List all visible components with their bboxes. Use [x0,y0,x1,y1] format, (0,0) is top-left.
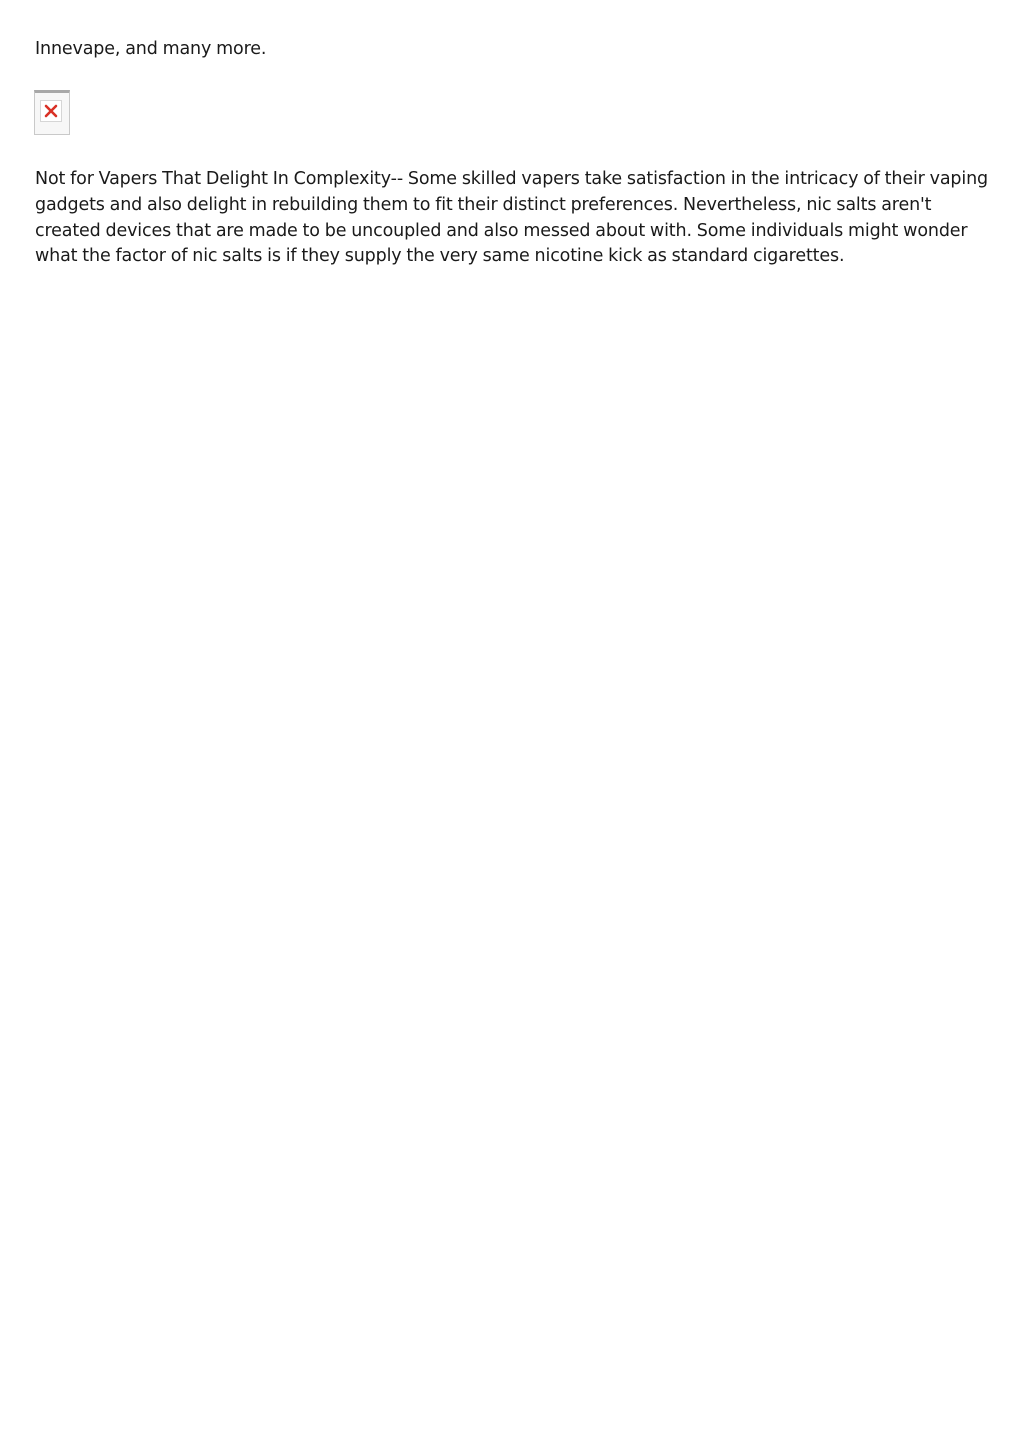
broken-image-frame [40,100,62,122]
paragraph-complexity: Not for Vapers That Delight In Complexity-- Some skilled vapers take satisfaction in the intricacy of their vaping gadgets and also delight in rebuilding them to fit their distinct preferences. Nevertheless, nic salts aren't created devices that are made to be uncoupled and also messed about with. Some individuals might wonder what the factor of nic salts is if they supply the very same nicotine kick as standard cigarettes. [35,169,988,267]
broken-image-icon [44,104,58,118]
paragraph-intro-fragment: Innevape, and many more. [35,39,267,59]
broken-image-placeholder [34,90,70,135]
